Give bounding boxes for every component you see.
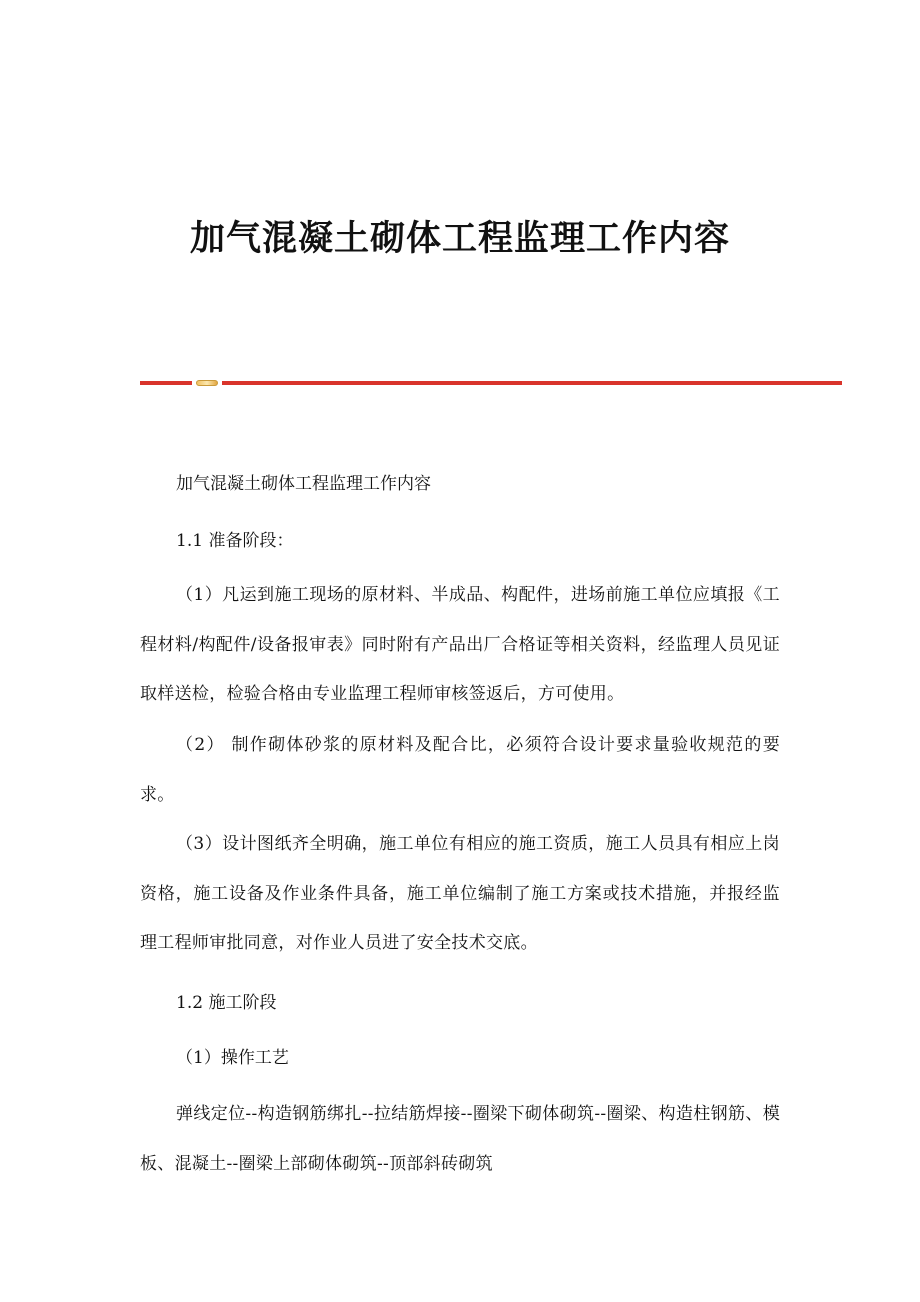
divider-bar-left (140, 381, 192, 385)
paragraph-1-block (140, 571, 780, 720)
divider-bar-right (222, 381, 842, 385)
paragraph-1: （1）凡运到施工现场的原材料、半成品、构配件，进场前施工单位应填报《工程材料/构配件/设备报审表》同时附有产品出厂合格证等相关资料，经监理人员见证取样送检，检验合格由专业监理工程师审核签返后，方可使用。 (140, 585, 780, 704)
paragraph-4-block (140, 1090, 780, 1189)
document-title: 加气混凝土砌体工程监理工作内容 (189, 218, 730, 259)
paragraph-2: （2） 制作砌体砂浆的原材料及配合比，必须符合设计要求量验收规范的要求。 (140, 735, 780, 805)
item-heading-1: （1）操作工艺 (176, 1048, 289, 1068)
paragraph-4: 弹线定位--构造钢筋绑扎--拉结筋焊接--圈梁下砌体砌筑--圈梁、构造柱钢筋、模板、混凝土--圈梁上部砌体砌筑--顶部斜砖砌筑 (140, 1104, 780, 1174)
document-subtitle: 加气混凝土砌体工程监理工作内容 (176, 474, 431, 494)
section-heading-1-2: 1.2 施工阶段 (176, 993, 277, 1013)
divider-ornament-icon (196, 380, 218, 386)
title-divider (140, 378, 842, 388)
section-heading-1-1: 1.1 准备阶段： (176, 531, 294, 551)
paragraph-2-block (140, 721, 780, 820)
paragraph-3-block (140, 820, 780, 969)
paragraph-3: （3）设计图纸齐全明确，施工单位有相应的施工资质，施工人员具有相应上岗资格，施工设备及作业条件具备，施工单位编制了施工方案或技术措施，并报经监理工程师审批同意，对作业人员进了安全技术交底。 (140, 834, 780, 953)
